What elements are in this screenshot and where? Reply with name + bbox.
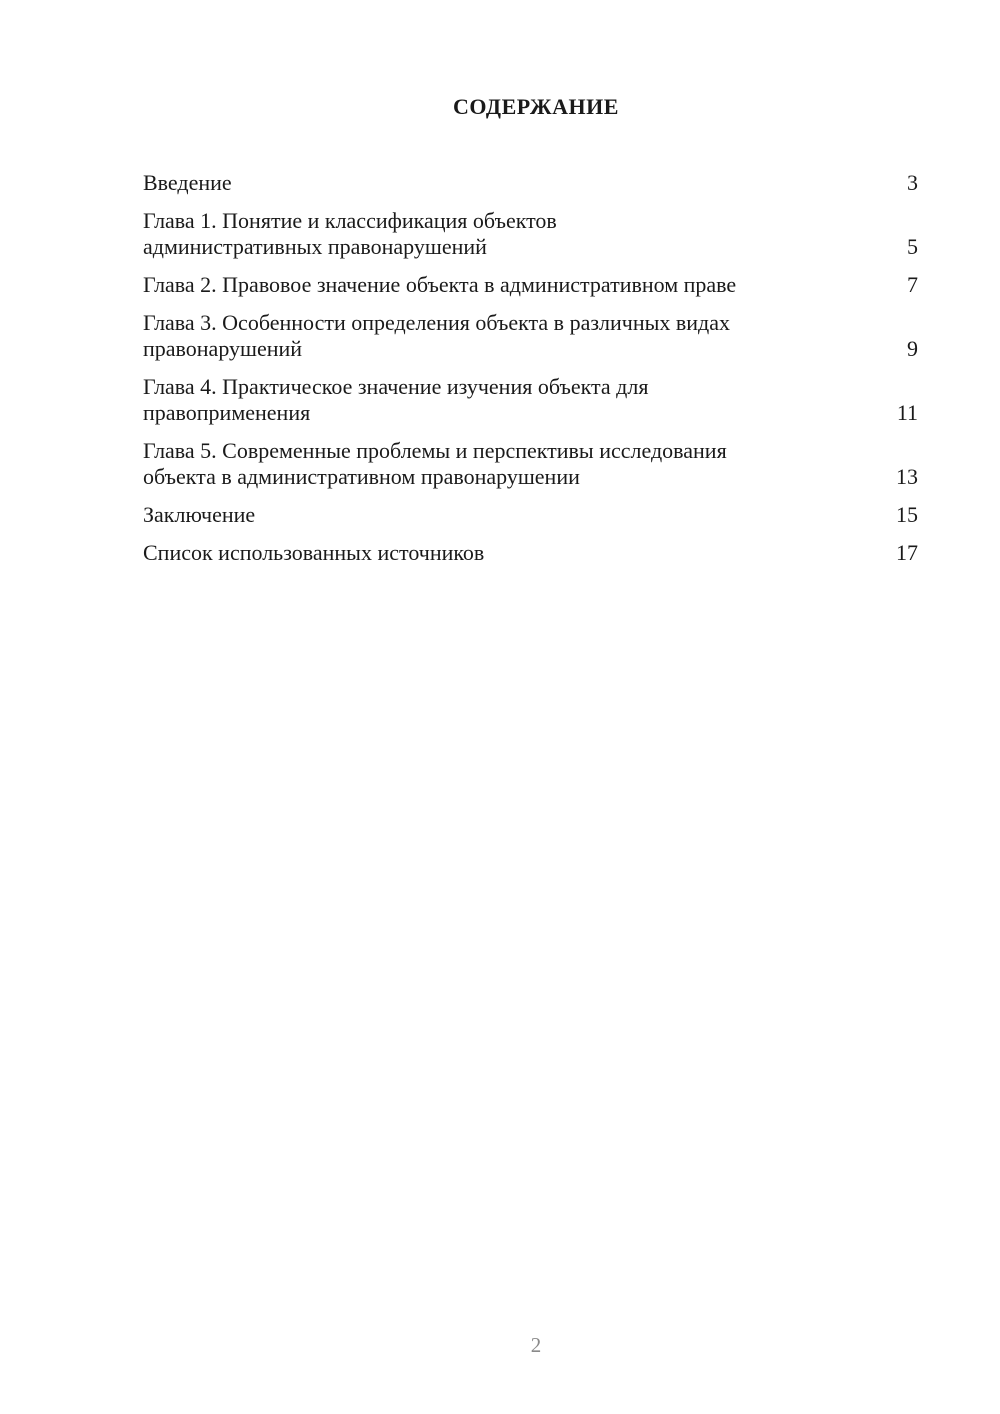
toc-entry-page: 13 xyxy=(896,464,918,489)
toc-entry-label: Введение xyxy=(143,170,232,195)
toc-entry-chapter-5 xyxy=(143,438,918,490)
toc-entry-label: Список использованных источников xyxy=(143,540,485,565)
toc-entry-label: Глава 5. Современные проблемы и перспективы исследования объекта в административном правонарушении xyxy=(143,438,727,489)
toc-entry-conclusion xyxy=(143,502,918,528)
toc-entry-page: 15 xyxy=(896,502,918,527)
toc-entry-page: 17 xyxy=(896,540,918,565)
toc-entry-references xyxy=(143,540,918,566)
toc-entry-introduction xyxy=(143,170,918,196)
page-number: 2 xyxy=(530,1333,542,1357)
toc-entry-page: 9 xyxy=(907,336,918,361)
toc-entry-label: Глава 3. Особенности определения объекта в различных видах правонарушений xyxy=(143,310,731,361)
toc-entry-page: 7 xyxy=(907,272,918,297)
toc-entry-label: Глава 1. Понятие и классификация объектов административных правонарушений xyxy=(143,208,557,259)
toc-entry-page: 11 xyxy=(896,400,918,425)
table-of-contents xyxy=(143,170,918,578)
toc-entry-page: 3 xyxy=(907,170,918,195)
toc-entry-chapter-4 xyxy=(143,374,918,426)
toc-entry-chapter-3 xyxy=(143,310,918,362)
toc-entry-chapter-2 xyxy=(143,272,918,298)
toc-entry-label: Заключение xyxy=(143,502,256,527)
toc-title: СОДЕРЖАНИЕ xyxy=(453,94,619,119)
toc-entry-chapter-1 xyxy=(143,208,918,260)
toc-entry-label: Глава 2. Правовое значение объекта в административном праве xyxy=(143,272,737,297)
toc-entry-page: 5 xyxy=(907,234,918,259)
toc-entry-label: Глава 4. Практическое значение изучения объекта для правоприменения xyxy=(143,374,649,425)
